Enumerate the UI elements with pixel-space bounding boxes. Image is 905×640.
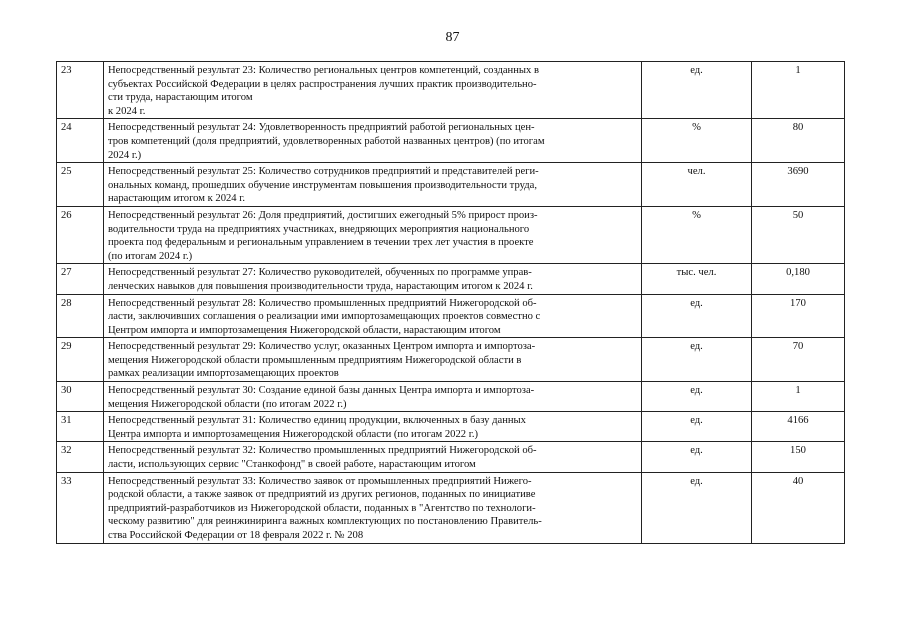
row-number-cell: 26	[57, 206, 104, 263]
row-number-cell: 23	[57, 62, 104, 119]
row-number-cell: 28	[57, 294, 104, 338]
value-cell: 80	[752, 119, 845, 163]
row-number-cell: 31	[57, 412, 104, 442]
result-description-line: Непосредственный результат 23: Количество региональных центров компетенций, созданных в	[108, 65, 539, 76]
result-description-line: Непосредственный результат 26: Доля предприятий, достигших ежегодный 5% прирост произ-	[108, 209, 538, 221]
result-description-line: рамках реализации импортозамещающих проектов	[108, 368, 339, 380]
unit-cell: ед.	[642, 294, 752, 338]
table-row	[57, 294, 845, 338]
unit-cell: ед.	[642, 412, 752, 442]
row-number-cell: 25	[57, 163, 104, 207]
result-description-line: 2024 г.)	[108, 149, 142, 161]
result-description-cell	[104, 382, 642, 412]
result-description-line: тров компетенций (доля предприятий, удовлетворенных работой названных центров) (по итогам	[108, 135, 545, 147]
row-number-cell: 24	[57, 119, 104, 163]
result-description-line: Непосредственный результат 27: Количество руководителей, обученных по программе управ-	[108, 267, 532, 279]
table-row	[57, 472, 845, 543]
results-table-body	[57, 62, 845, 544]
result-description-line: мещения Нижегородской области (по итогам 2022 г.)	[108, 398, 347, 410]
result-description-line: ласти, заключивших соглашения о реализации ими импортозамещающих проектов совместно с	[108, 311, 541, 323]
table-row	[57, 412, 845, 442]
result-description-cell	[104, 294, 642, 338]
table-row	[57, 206, 845, 263]
value-cell: 170	[752, 294, 845, 338]
result-description-line: нарастающим итогом к 2024 г.	[108, 193, 246, 205]
result-description-cell	[104, 206, 642, 263]
result-description-line: Центром импорта и импортозамещения Нижегородской области, нарастающим итогом	[108, 324, 501, 336]
table-row	[57, 163, 845, 207]
result-description-line: ства Российской Федерации от 18 февраля 2022 г. № 208	[108, 530, 364, 541]
result-description-line: мещения Нижегородской области промышленным предприятиям Нижегородской области в	[108, 354, 522, 366]
result-description-line: Непосредственный результат 33: Количество заявок от промышленных предприятий Нижего-	[108, 475, 532, 487]
row-number-cell: 33	[57, 472, 104, 543]
value-cell: 4166	[752, 412, 845, 442]
value-cell: 40	[752, 472, 845, 543]
result-description-line: Непосредственный результат 25: Количество сотрудников предприятий и представителей реги-	[108, 166, 539, 178]
result-description-cell	[104, 472, 642, 543]
result-description-line: субъектах Российской Федерации в целях распространения лучших практик производительно-	[108, 78, 537, 90]
unit-cell: %	[642, 119, 752, 163]
result-description-cell	[104, 338, 642, 382]
result-description-line: ласти, использующих сервис "Станкофонд" в своей работе, нарастающим итогом	[108, 459, 476, 471]
results-table	[56, 61, 845, 544]
unit-cell: ед.	[642, 382, 752, 412]
unit-cell: %	[642, 206, 752, 263]
result-description-line: (по итогам 2024 г.)	[108, 250, 193, 262]
result-description-line: Непосредственный результат 31: Количество единиц продукции, включенных в базу данных	[108, 415, 526, 427]
table-row	[57, 338, 845, 382]
value-cell: 150	[752, 442, 845, 472]
table-row	[57, 382, 845, 412]
result-description-line: Центра импорта и импортозамещения Нижегородской области (по итогам 2022 г.)	[108, 428, 479, 440]
row-number-cell: 32	[57, 442, 104, 472]
unit-cell: ед.	[642, 338, 752, 382]
value-cell: 50	[752, 206, 845, 263]
result-description-line: Непосредственный результат 28: Количество промышленных предприятий Нижегородской об-	[108, 297, 537, 309]
result-description-line: предприятий-разработчиков из Нижегородской области, поданных в "Агентство по технологи-	[108, 502, 536, 514]
result-description-line: Непосредственный результат 29: Количество услуг, оказанных Центром импорта и импортоза-	[108, 341, 536, 353]
result-description-line: Непосредственный результат 30: Создание единой базы данных Центра импорта и импортоза-	[108, 385, 535, 397]
value-cell: 3690	[752, 163, 845, 207]
table-row	[57, 264, 845, 294]
result-description-cell	[104, 412, 642, 442]
table-row	[57, 442, 845, 472]
row-number-cell: 30	[57, 382, 104, 412]
table-row	[57, 62, 845, 119]
result-description-line: Непосредственный результат 32: Количество промышленных предприятий Нижегородской об-	[108, 445, 537, 457]
result-description-line: проекта под федеральным и региональным управлением в течении трех лет участия в проекте	[108, 237, 534, 249]
page-number: 87	[445, 30, 460, 45]
value-cell: 1	[752, 382, 845, 412]
result-description-line: сти труда, нарастающим итогом	[108, 92, 253, 104]
unit-cell: чел.	[642, 163, 752, 207]
unit-cell: ед.	[642, 442, 752, 472]
value-cell: 1	[752, 62, 845, 119]
result-description-cell	[104, 442, 642, 472]
unit-cell: ед.	[642, 472, 752, 543]
result-description-line: Непосредственный результат 24: Удовлетворенность предприятий работой региональных цен-	[108, 122, 535, 134]
result-description-line: ленческих навыков для повышения производительности труда, нарастающим итогом к 2024 г.	[108, 280, 533, 292]
result-description-line: ональных команд, прошедших обучение инструментам повышения производительности труда,	[108, 179, 537, 191]
value-cell: 70	[752, 338, 845, 382]
result-description-line: водительности труда на предприятиях участниках, внедряющих мероприятия национального	[108, 223, 530, 235]
result-description-cell	[104, 264, 642, 294]
result-description-line: родской области, а также заявок от предприятий из других регионов, поданных по инициативе	[108, 489, 536, 501]
result-description-line: ческому развитию" для реинжиниринга важных комплектующих по постановлению Правитель-	[108, 516, 542, 528]
unit-cell: ед.	[642, 62, 752, 119]
table-row	[57, 119, 845, 163]
unit-cell: тыс. чел.	[642, 264, 752, 294]
result-description-cell	[104, 163, 642, 207]
row-number-cell: 29	[57, 338, 104, 382]
row-number-cell: 27	[57, 264, 104, 294]
result-description-cell	[104, 119, 642, 163]
result-description-cell	[104, 62, 642, 119]
result-description-line: к 2024 г.	[108, 105, 146, 117]
value-cell: 0,180	[752, 264, 845, 294]
